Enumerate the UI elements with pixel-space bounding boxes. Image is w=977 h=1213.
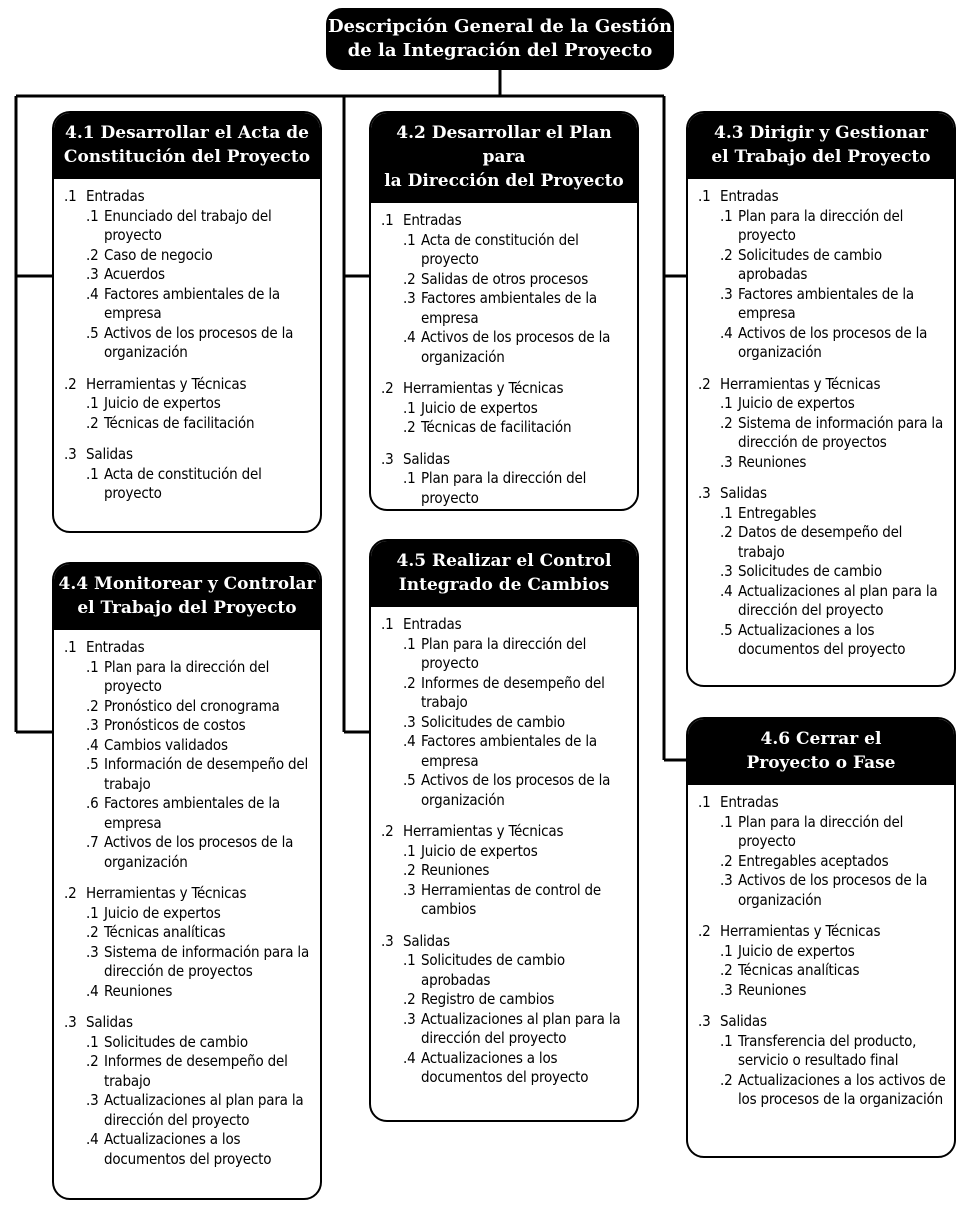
item-text: Activos de los procesos de la organización	[738, 871, 928, 909]
section-label: Entradas	[86, 638, 145, 656]
process-content	[54, 179, 320, 504]
item-text: Actualizaciones al plan para la dirección del proyecto	[738, 581, 938, 619]
section-title	[64, 187, 312, 207]
list-item	[64, 1091, 312, 1130]
item-number: .3	[720, 452, 733, 471]
item-number: .6	[86, 794, 99, 812]
item-number: .1	[403, 230, 416, 249]
section-number: .3	[698, 1012, 711, 1030]
process-title-line1: 4.6 Cerrar el	[760, 729, 882, 749]
section-title	[64, 445, 312, 465]
item-number: .3	[403, 880, 416, 899]
section-label: Entradas	[403, 615, 462, 633]
item-number: .2	[403, 673, 416, 692]
process-title-line2: Constitución del Proyecto	[63, 147, 311, 167]
section-number: .3	[381, 449, 394, 468]
item-number: .4	[86, 735, 99, 754]
item-text: Actualizaciones a los documentos del proyecto	[738, 620, 906, 658]
process-box-p45	[369, 539, 639, 1122]
item-number: .1	[86, 394, 99, 412]
item-number: .2	[403, 861, 416, 879]
item-text: Juicio de expertos	[421, 841, 538, 860]
list-item	[64, 755, 312, 794]
list-item	[381, 635, 629, 674]
list-item	[698, 961, 946, 981]
process-box-p46	[686, 717, 956, 1158]
list-item	[698, 1032, 946, 1071]
list-item	[381, 418, 629, 438]
item-text: Factores ambientales de la empresa	[421, 732, 597, 770]
item-text: Caso de negocio	[104, 245, 213, 264]
list-item	[64, 414, 312, 434]
list-item	[381, 289, 629, 328]
item-number: .2	[403, 418, 416, 436]
item-text: Herramientas de control de cambios	[421, 880, 602, 918]
list-item	[64, 736, 312, 756]
item-text: Técnicas de facilitación	[421, 418, 572, 436]
item-text: Activos de los procesos de la organización	[421, 771, 611, 809]
item-number: .4	[86, 1130, 99, 1148]
item-text: Acta de constitución del proyecto	[104, 464, 262, 502]
item-number: .1	[86, 1032, 99, 1051]
item-text: Cambios validados	[104, 735, 228, 754]
item-text: Información de desempeño del trabajo	[104, 755, 309, 793]
list-item	[381, 1049, 629, 1088]
process-title	[688, 719, 954, 785]
item-number: .2	[403, 269, 416, 288]
item-text: Activos de los procesos de la organización	[738, 323, 928, 361]
item-text: Juicio de expertos	[104, 903, 221, 922]
process-content	[688, 179, 954, 660]
section	[698, 375, 946, 473]
section-number: .2	[381, 379, 394, 397]
item-number: .5	[86, 323, 99, 342]
item-number: .3	[403, 1009, 416, 1028]
item-text: Plan para la dirección del proyecto	[738, 812, 904, 850]
item-number: .2	[720, 413, 733, 432]
process-title-line2: Integrado de Cambios	[398, 575, 610, 595]
item-text: Solicitudes de cambio	[421, 712, 565, 731]
item-text: Reuniones	[421, 861, 490, 879]
item-number: .4	[86, 981, 99, 1000]
section-title	[381, 450, 629, 470]
section-label: Salidas	[403, 449, 450, 468]
list-item	[64, 697, 312, 717]
section-title	[381, 932, 629, 952]
list-item	[64, 465, 312, 504]
section-label: Salidas	[86, 1013, 133, 1031]
section	[381, 932, 629, 1088]
item-number: .2	[720, 523, 733, 541]
item-number: .1	[86, 206, 99, 225]
item-number: .2	[86, 696, 99, 715]
list-item	[698, 394, 946, 414]
item-number: .2	[86, 413, 99, 432]
section	[64, 1013, 312, 1169]
item-number: .1	[403, 841, 416, 860]
section	[381, 211, 629, 367]
section	[381, 379, 629, 438]
item-text: Acuerdos	[104, 265, 165, 283]
list-item	[64, 394, 312, 414]
item-number: .3	[720, 562, 733, 580]
process-title	[54, 564, 320, 630]
item-number: .4	[403, 732, 416, 750]
item-text: Juicio de expertos	[738, 941, 855, 960]
item-text: Sistema de información para la dirección de proyectos	[104, 942, 310, 980]
list-item	[698, 523, 946, 562]
list-item	[64, 1052, 312, 1091]
process-box-p43	[686, 111, 956, 687]
section-title	[698, 922, 946, 942]
item-number: .5	[720, 620, 733, 639]
item-number: .1	[720, 503, 733, 522]
process-content	[54, 630, 320, 1169]
section	[381, 615, 629, 810]
item-number: .2	[720, 1070, 733, 1089]
item-text: Solicitudes de cambio aprobadas	[421, 951, 565, 989]
item-text: Factores ambientales de la empresa	[421, 289, 597, 327]
item-text: Solicitudes de cambio	[738, 562, 882, 580]
item-number: .4	[403, 328, 416, 346]
item-number: .1	[720, 206, 733, 225]
process-title	[371, 541, 637, 607]
item-number: .4	[720, 323, 733, 342]
section-label: Salidas	[86, 445, 133, 463]
item-number: .5	[403, 771, 416, 789]
list-item	[64, 794, 312, 833]
item-number: .1	[720, 394, 733, 412]
list-item	[698, 246, 946, 285]
section-label: Herramientas y Técnicas	[720, 374, 881, 393]
process-title-line2: Proyecto o Fase	[746, 753, 896, 773]
section	[698, 922, 946, 1000]
list-item	[698, 942, 946, 962]
process-title-line1: 4.2 Desarrollar el Plan para	[396, 123, 612, 167]
section-number: .3	[64, 445, 77, 463]
process-content	[371, 607, 637, 1088]
section-label: Herramientas y Técnicas	[720, 922, 881, 940]
item-number: .3	[720, 980, 733, 999]
section-number: .1	[64, 638, 77, 656]
process-title-line1: 4.5 Realizar el Control	[396, 551, 612, 571]
section-title	[64, 638, 312, 658]
section	[64, 375, 312, 434]
section-number: .1	[64, 187, 77, 205]
item-number: .1	[86, 464, 99, 483]
item-text: Reuniones	[738, 452, 807, 471]
root-node	[326, 8, 674, 70]
list-item	[381, 399, 629, 419]
process-box-p44	[52, 562, 322, 1200]
section-number: .2	[64, 884, 77, 902]
item-number: .1	[403, 951, 416, 969]
list-item	[698, 582, 946, 621]
item-text: Salidas de otros procesos	[421, 269, 589, 288]
list-item	[698, 852, 946, 872]
list-item	[698, 285, 946, 324]
item-text: Activos de los procesos de la organización	[104, 833, 294, 871]
process-content	[371, 203, 637, 508]
list-item	[381, 1010, 629, 1049]
section	[698, 793, 946, 910]
section	[698, 1012, 946, 1110]
section-label: Salidas	[403, 931, 450, 950]
list-item	[698, 1071, 946, 1110]
section-label: Herramientas y Técnicas	[86, 884, 247, 902]
list-item	[698, 981, 946, 1001]
item-number: .3	[86, 942, 99, 961]
section-title	[698, 375, 946, 395]
section-title	[381, 379, 629, 399]
item-text: Técnicas analíticas	[738, 961, 860, 979]
item-number: .7	[86, 833, 99, 851]
list-item	[64, 716, 312, 736]
list-item	[64, 943, 312, 982]
item-text: Pronóstico del cronograma	[104, 696, 280, 715]
item-number: .4	[403, 1048, 416, 1067]
list-item	[64, 265, 312, 285]
item-number: .2	[403, 990, 416, 1008]
list-item	[64, 923, 312, 943]
process-box-p41	[52, 111, 322, 533]
section-number: .2	[64, 374, 77, 393]
process-title	[371, 113, 637, 203]
item-number: .1	[720, 941, 733, 960]
item-text: Plan para la dirección del proyecto	[738, 206, 904, 244]
process-title	[54, 113, 320, 179]
item-text: Activos de los procesos de la organización	[421, 328, 611, 366]
section-title	[698, 793, 946, 813]
section-label: Entradas	[720, 187, 779, 205]
list-item	[381, 951, 629, 990]
item-text: Factores ambientales de la empresa	[104, 794, 280, 832]
section-number: .3	[698, 484, 711, 502]
process-title-line2: el Trabajo del Proyecto	[77, 598, 297, 618]
list-item	[64, 904, 312, 924]
item-number: .3	[86, 716, 99, 734]
item-number: .3	[403, 289, 416, 307]
section-title	[64, 375, 312, 395]
process-title-line1: 4.1 Desarrollar el Acta de	[65, 123, 309, 143]
item-number: .1	[86, 903, 99, 922]
item-number: .1	[403, 634, 416, 653]
section-title	[381, 822, 629, 842]
item-number: .3	[403, 712, 416, 731]
item-text: Actualizaciones a los activos de los procesos de la organización	[738, 1070, 946, 1108]
item-number: .1	[403, 398, 416, 417]
item-text: Pronósticos de costos	[104, 716, 246, 734]
list-item	[698, 207, 946, 246]
list-item	[64, 324, 312, 363]
item-text: Factores ambientales de la empresa	[104, 284, 280, 322]
item-text: Enunciado del trabajo del proyecto	[104, 206, 272, 244]
list-item	[381, 713, 629, 733]
process-title-line2: el Trabajo del Proyecto	[711, 147, 931, 167]
section-title	[698, 484, 946, 504]
root-title-line2: de la Integración del Proyecto	[347, 40, 653, 61]
item-number: .3	[720, 871, 733, 889]
section-number: .2	[381, 822, 394, 840]
item-number: .1	[86, 657, 99, 676]
section-title	[698, 187, 946, 207]
item-text: Activos de los procesos de la organización	[104, 323, 294, 361]
list-item	[381, 990, 629, 1010]
section-label: Salidas	[720, 1012, 767, 1030]
section-label: Herramientas y Técnicas	[86, 374, 247, 393]
section-number: .1	[698, 187, 711, 205]
item-text: Técnicas analíticas	[104, 923, 226, 941]
process-title-line2: la Dirección del Proyecto	[384, 171, 624, 191]
item-text: Plan para la dirección del proyecto	[104, 657, 270, 695]
item-text: Reuniones	[104, 981, 173, 1000]
item-number: .1	[403, 469, 416, 487]
item-number: .2	[86, 245, 99, 264]
section	[64, 445, 312, 504]
process-title-line1: 4.4 Monitorear y Controlar	[58, 574, 316, 594]
section-title	[381, 615, 629, 635]
process-title-line1: 4.3 Dirigir y Gestionar	[713, 123, 928, 143]
item-text: Informes de desempeño del trabajo	[421, 673, 605, 711]
item-number: .3	[86, 1091, 99, 1109]
process-box-p42	[369, 111, 639, 511]
process-content	[688, 785, 954, 1110]
list-item	[381, 270, 629, 290]
item-text: Técnicas de facilitación	[104, 413, 255, 432]
section-label: Entradas	[403, 211, 462, 229]
item-number: .2	[720, 961, 733, 979]
item-number: .2	[720, 245, 733, 264]
section-number: .2	[698, 374, 711, 393]
list-item	[381, 861, 629, 881]
list-item	[698, 324, 946, 363]
item-text: Juicio de expertos	[104, 394, 221, 412]
list-item	[698, 871, 946, 910]
item-text: Entregables	[738, 503, 817, 522]
section-title	[64, 1013, 312, 1033]
item-text: Solicitudes de cambio	[104, 1032, 248, 1051]
item-number: .3	[720, 284, 733, 303]
item-text: Transferencia del producto, servicio o resultado final	[738, 1031, 917, 1069]
item-number: .2	[86, 1052, 99, 1070]
item-text: Registro de cambios	[421, 990, 555, 1008]
list-item	[381, 469, 629, 508]
section	[698, 484, 946, 660]
item-text: Sistema de información para la dirección de proyectos	[738, 413, 944, 451]
process-title	[688, 113, 954, 179]
section-number: .3	[64, 1013, 77, 1031]
list-item	[698, 504, 946, 524]
item-number: .4	[86, 284, 99, 303]
item-text: Plan para la dirección del proyecto	[421, 469, 587, 507]
item-text: Datos de desempeño del trabajo	[738, 523, 903, 561]
list-item	[381, 842, 629, 862]
section	[381, 450, 629, 509]
list-item	[381, 732, 629, 771]
list-item	[64, 1033, 312, 1053]
section-title	[698, 1012, 946, 1032]
section-title	[64, 884, 312, 904]
item-text: Actualizaciones a los documentos del proyecto	[104, 1130, 272, 1168]
item-text: Reuniones	[738, 980, 807, 999]
item-text: Actualizaciones al plan para la dirección del proyecto	[104, 1091, 304, 1129]
item-number: .1	[720, 1031, 733, 1050]
list-item	[698, 562, 946, 582]
list-item	[381, 674, 629, 713]
section-label: Herramientas y Técnicas	[403, 379, 564, 397]
item-number: .5	[86, 755, 99, 773]
list-item	[381, 881, 629, 920]
item-text: Actualizaciones al plan para la dirección del proyecto	[421, 1009, 621, 1047]
list-item	[64, 1130, 312, 1169]
item-number: .2	[86, 923, 99, 941]
section-label: Entradas	[86, 187, 145, 205]
item-number: .1	[720, 812, 733, 831]
list-item	[698, 453, 946, 473]
list-item	[698, 414, 946, 453]
root-title-line1: Descripción General de la Gestión	[327, 16, 673, 37]
section-label: Salidas	[720, 484, 767, 502]
section-number: .2	[698, 922, 711, 940]
section-number: .1	[381, 211, 394, 229]
section	[64, 187, 312, 363]
section-title	[381, 211, 629, 231]
item-text: Acta de constitución del proyecto	[421, 230, 579, 268]
list-item	[64, 285, 312, 324]
list-item	[64, 658, 312, 697]
item-text: Juicio de expertos	[421, 398, 538, 417]
section-label: Entradas	[720, 793, 779, 811]
item-number: .4	[720, 581, 733, 600]
item-text: Factores ambientales de la empresa	[738, 284, 914, 322]
section-label: Herramientas y Técnicas	[403, 822, 564, 840]
section-number: .1	[698, 793, 711, 811]
item-text: Plan para la dirección del proyecto	[421, 634, 587, 672]
item-text: Juicio de expertos	[738, 394, 855, 412]
list-item	[64, 207, 312, 246]
item-text: Entregables aceptados	[738, 851, 889, 870]
item-text: Solicitudes de cambio aprobadas	[738, 245, 882, 283]
list-item	[64, 833, 312, 872]
list-item	[698, 621, 946, 660]
list-item	[64, 246, 312, 266]
section	[381, 822, 629, 920]
list-item	[698, 813, 946, 852]
section-number: .3	[381, 931, 394, 950]
item-number: .2	[720, 851, 733, 870]
list-item	[381, 328, 629, 367]
item-text: Informes de desempeño del trabajo	[104, 1052, 288, 1090]
section	[64, 884, 312, 1001]
item-text: Actualizaciones a los documentos del proyecto	[421, 1048, 589, 1086]
section	[64, 638, 312, 872]
list-item	[64, 982, 312, 1002]
section	[698, 187, 946, 363]
section-number: .1	[381, 615, 394, 633]
item-number: .3	[86, 265, 99, 283]
list-item	[381, 231, 629, 270]
list-item	[381, 771, 629, 810]
